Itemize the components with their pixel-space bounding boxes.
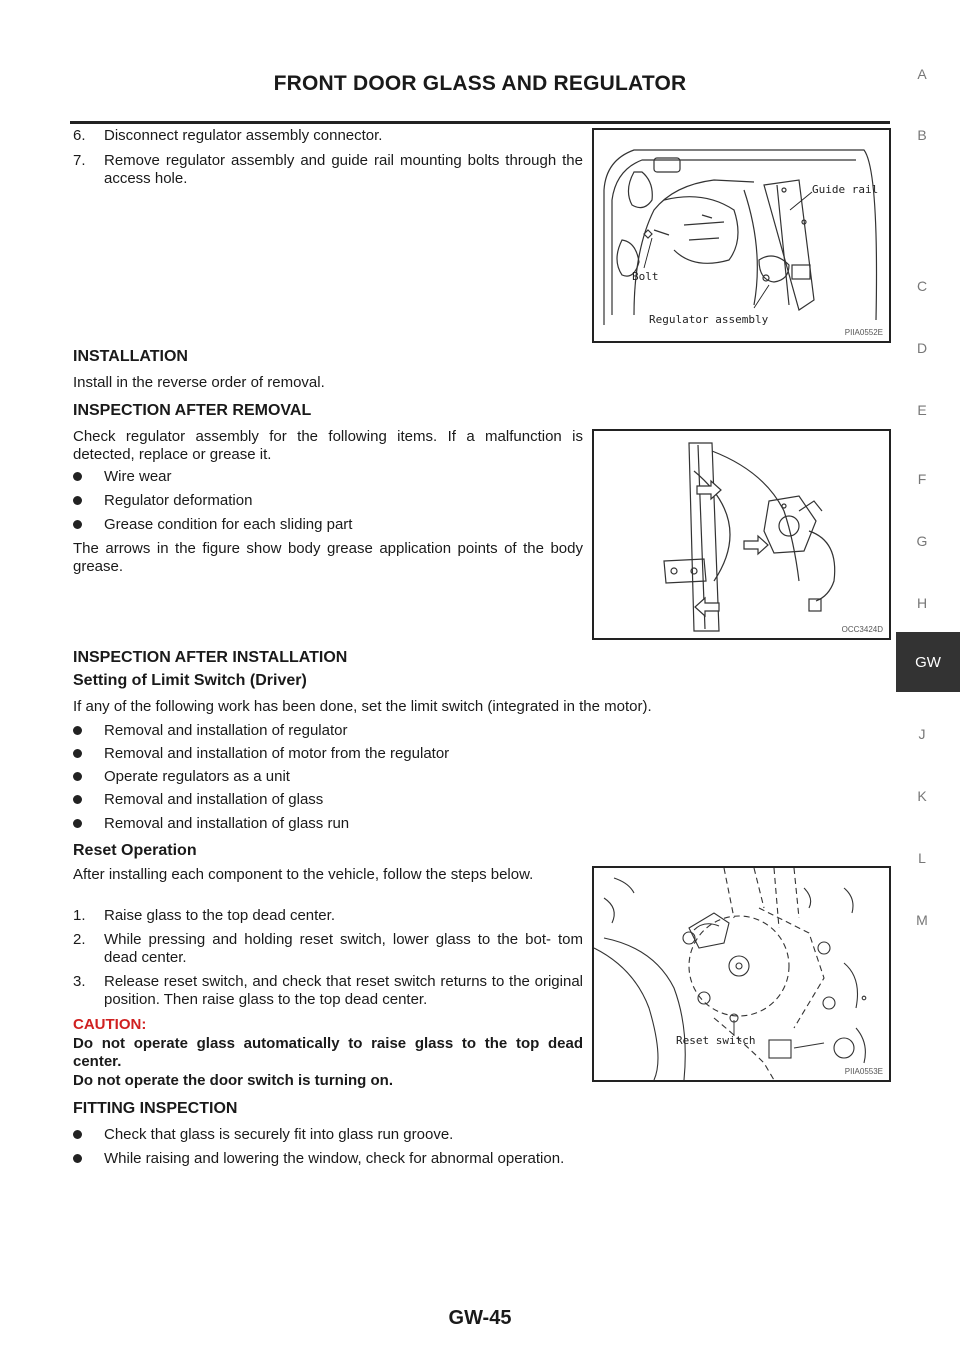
index-letter-b[interactable]: B xyxy=(917,127,927,143)
label-reset-switch: Reset switch xyxy=(676,1034,756,1047)
bullet-icon xyxy=(73,749,82,758)
bullet-icon xyxy=(73,472,82,481)
list-item: Wire wear xyxy=(73,468,172,486)
bullet-icon xyxy=(73,520,82,529)
removal-step-6: 6. Disconnect regulator assembly connector. xyxy=(73,127,383,144)
index-tab-gw-active[interactable]: GW xyxy=(896,632,960,692)
limit-switch-intro: If any of the following work has been done, set the limit switch (integrated in the motor). xyxy=(73,698,652,715)
figure-id: PIIA0553E xyxy=(844,1067,883,1076)
heading-fitting-inspection: FITTING INSPECTION xyxy=(73,1100,238,1117)
heading-inspection-installation: INSPECTION AFTER INSTALLATION xyxy=(73,649,348,666)
index-letter-f[interactable]: F xyxy=(917,471,927,487)
index-letter-c[interactable]: C xyxy=(916,278,928,294)
label-guide-rail: Guide rail xyxy=(812,183,879,196)
heading-limit-switch: Setting of Limit Switch (Driver) xyxy=(73,672,307,689)
bullet-icon xyxy=(73,1130,82,1139)
bullet-icon xyxy=(73,1154,82,1163)
index-letter-m[interactable]: M xyxy=(916,912,928,928)
index-letter-a[interactable]: A xyxy=(917,66,927,82)
list-item: While raising and lowering the window, check for abnormal operation. xyxy=(73,1150,564,1168)
label-regulator-assembly: Regulator assembly xyxy=(649,313,769,326)
list-item: Check that glass is securely fit into glass run groove. xyxy=(73,1126,453,1144)
bullet-icon xyxy=(73,819,82,828)
list-item: Grease condition for each sliding part xyxy=(73,516,352,534)
caution-label: CAUTION: xyxy=(73,1016,147,1033)
index-letter-e[interactable]: E xyxy=(917,402,927,418)
reset-step-2: 2. While pressing and holding reset switch, lower glass to the bot- tom dead center. xyxy=(73,931,583,966)
installation-text: Install in the reverse order of removal. xyxy=(73,374,325,391)
list-item: Removal and installation of glass xyxy=(73,791,323,809)
figure-id: OCC3424D xyxy=(841,625,883,634)
caution-text-2: Do not operate the door switch is turning on. xyxy=(73,1072,393,1089)
inspection-removal-intro: Check regulator assembly for the following items. If a malfunction is detected, replace or grease it. xyxy=(73,428,583,463)
list-item: Operate regulators as a unit xyxy=(73,768,290,786)
list-item: Removal and installation of motor from the regulator xyxy=(73,745,449,763)
page-title: FRONT DOOR GLASS AND REGULATOR xyxy=(273,72,687,95)
figure-regulator-removal xyxy=(592,128,891,343)
list-item: Regulator deformation xyxy=(73,492,252,510)
figure-regulator-grease-points xyxy=(592,429,891,640)
page-number: GW-45 xyxy=(448,1307,512,1329)
index-letter-l[interactable]: L xyxy=(918,850,926,866)
heading-reset-operation: Reset Operation xyxy=(73,842,197,859)
title-divider xyxy=(70,121,890,124)
reset-step-1: 1. Raise glass to the top dead center. xyxy=(73,907,335,924)
bullet-icon xyxy=(73,726,82,735)
index-letter-k[interactable]: K xyxy=(917,788,927,804)
figure-id: PIIA0552E xyxy=(844,328,883,337)
reset-step-3: 3. Release reset switch, and check that reset switch returns to the original position. Then raise glass to the top dead center. xyxy=(73,973,583,1008)
regulator-illustration xyxy=(594,431,889,638)
index-letter-g[interactable]: G xyxy=(916,533,928,549)
heading-installation: INSTALLATION xyxy=(73,348,188,365)
bullet-icon xyxy=(73,772,82,781)
removal-step-7: 7. Remove regulator assembly and guide rail mounting bolts through the access hole. xyxy=(73,152,583,187)
bullet-icon xyxy=(73,496,82,505)
figure-reset-switch xyxy=(592,866,891,1082)
index-letter-j[interactable]: J xyxy=(918,726,926,742)
label-bolt: Bolt xyxy=(632,270,659,283)
index-letter-d[interactable]: D xyxy=(916,340,928,356)
reset-intro: After installing each component to the vehicle, follow the steps below. xyxy=(73,866,534,883)
inspection-removal-note: The arrows in the figure show body grease application points of the body grease. xyxy=(73,540,583,575)
list-item: Removal and installation of glass run xyxy=(73,815,349,833)
index-letter-h[interactable]: H xyxy=(916,595,928,611)
list-item: Removal and installation of regulator xyxy=(73,722,347,740)
bullet-icon xyxy=(73,795,82,804)
reset-switch-illustration xyxy=(594,868,889,1080)
door-regulator-illustration xyxy=(594,130,889,341)
caution-text-1: Do not operate glass automatically to raise glass to the top dead center. xyxy=(73,1035,583,1070)
heading-inspection-removal: INSPECTION AFTER REMOVAL xyxy=(73,402,312,419)
